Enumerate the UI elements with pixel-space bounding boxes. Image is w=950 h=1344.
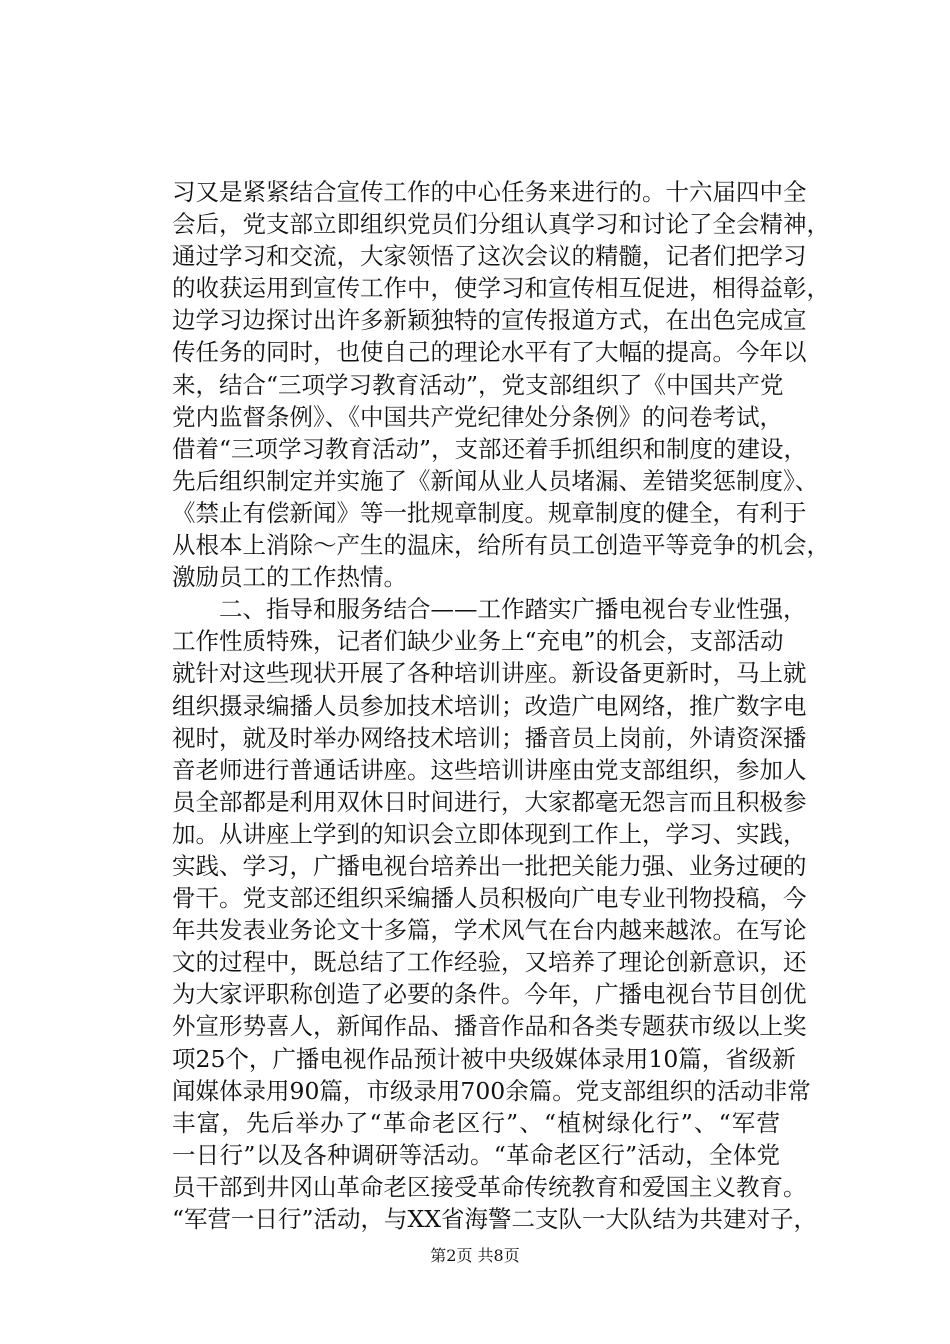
text-line: “军营一日行”活动，与XX省海警二支队一大队结为共建对子，: [172, 1205, 817, 1233]
text-line: 骨干。党支部还组织采编播人员积极向广电专业刊物投稿，今: [172, 884, 807, 913]
text-line: 从根本上消除～产生的温床，给所有员工创造平等竞争的机会，: [172, 531, 830, 560]
text-line: 为大家评职称创造了必要的条件。今年，广播电视台节目创优: [172, 980, 807, 1009]
text-line: 员干部到井冈山革命老区接受革命传统教育和爱国主义教育。: [172, 1172, 807, 1201]
text-line: 一日行”以及各种调研等活动。“革命老区行”活动，全体党: [172, 1140, 780, 1169]
text-line: 加。从讲座上学到的知识会立即体现到工作上，学习、实践，: [172, 819, 807, 848]
text-line: 实践、学习，广播电视台培养出一批把关能力强、业务过硬的: [172, 851, 807, 880]
text-line: 员全部都是利用双休日时间进行，大家都毫无怨言而且积极参: [172, 787, 807, 816]
page-footer: [0, 1246, 950, 1266]
text-line: 边学习边探讨出许多新颖独特的宣传报道方式，在出色完成宣: [172, 306, 807, 335]
text-line: 就针对这些现状开展了各种培训讲座。新设备更新时，马上就: [172, 659, 807, 688]
text-line: 闻媒体录用90篇，市级录用700余篇。党支部组织的活动非常: [172, 1076, 811, 1105]
text-line: 激励员工的工作热情。: [172, 563, 407, 592]
body-text: [172, 176, 830, 1235]
text-line: 的收获运用到宣传工作中，使学习和宣传相互促进，相得益彰，: [172, 274, 830, 303]
text-line: 习又是紧紧结合宣传工作的中心任务来进行的。十六届四中全: [172, 178, 807, 206]
page-number-label: 第2页 共8页: [430, 1246, 520, 1265]
text-line: 先后组织制定并实施了《新闻从业人员堵漏、差错奖惩制度》、: [172, 466, 819, 495]
text-line: 项25个，广播电视作品预计被中央级媒体录用10篇，省级新: [172, 1044, 796, 1073]
text-line: 视时，就及时举办网络技术培训；播音员上岗前，外请资深播: [172, 723, 807, 752]
text-line: 音老师进行普通话讲座。这些培训讲座由党支部组织，参加人: [172, 755, 807, 784]
text-line: 工作性质特殊，记者们缺少业务上“充电”的机会，支部活动: [172, 627, 784, 656]
text-line: 借着“三项学习教育活动”，支部还着手抓组织和制度的建设，: [172, 434, 808, 463]
text-line: 通过学习和交流，大家领悟了这次会议的精髓，记者们把学习: [172, 242, 807, 271]
text-line: 会后，党支部立即组织党员们分组认真学习和讨论了全会精神，: [172, 210, 830, 239]
text-line: 文的过程中，既总结了工作经验，又培养了理论创新意识，还: [172, 948, 807, 977]
text-line: 传任务的同时，也使自己的理论水平有了大幅的提高。今年以: [172, 338, 807, 367]
text-line: 《禁止有偿新闻》等一批规章制度。规章制度的健全，有利于: [172, 498, 807, 527]
text-line: 党内监督条例》、《中国共产党纪律处分条例》的问卷考试，: [172, 402, 783, 431]
text-line: 组织摄录编播人员参加技术培训；改造广电网络，推广数字电: [172, 691, 807, 720]
text-line: 年共发表业务论文十多篇，学术风气在台内越来越浓。在写论: [172, 916, 807, 945]
text-line: 二、指导和服务结合——工作踏实广播电视台专业性强，: [172, 595, 807, 624]
text-line: 丰富，先后举办了“革命老区行”、“植树绿化行”、“军营: [172, 1108, 780, 1137]
text-line: 外宣形势喜人，新闻作品、播音作品和各类专题获市级以上奖: [172, 1012, 807, 1041]
text-line: 来，结合“三项学习教育活动”，党支部组织了《中国共产党: [172, 370, 784, 399]
